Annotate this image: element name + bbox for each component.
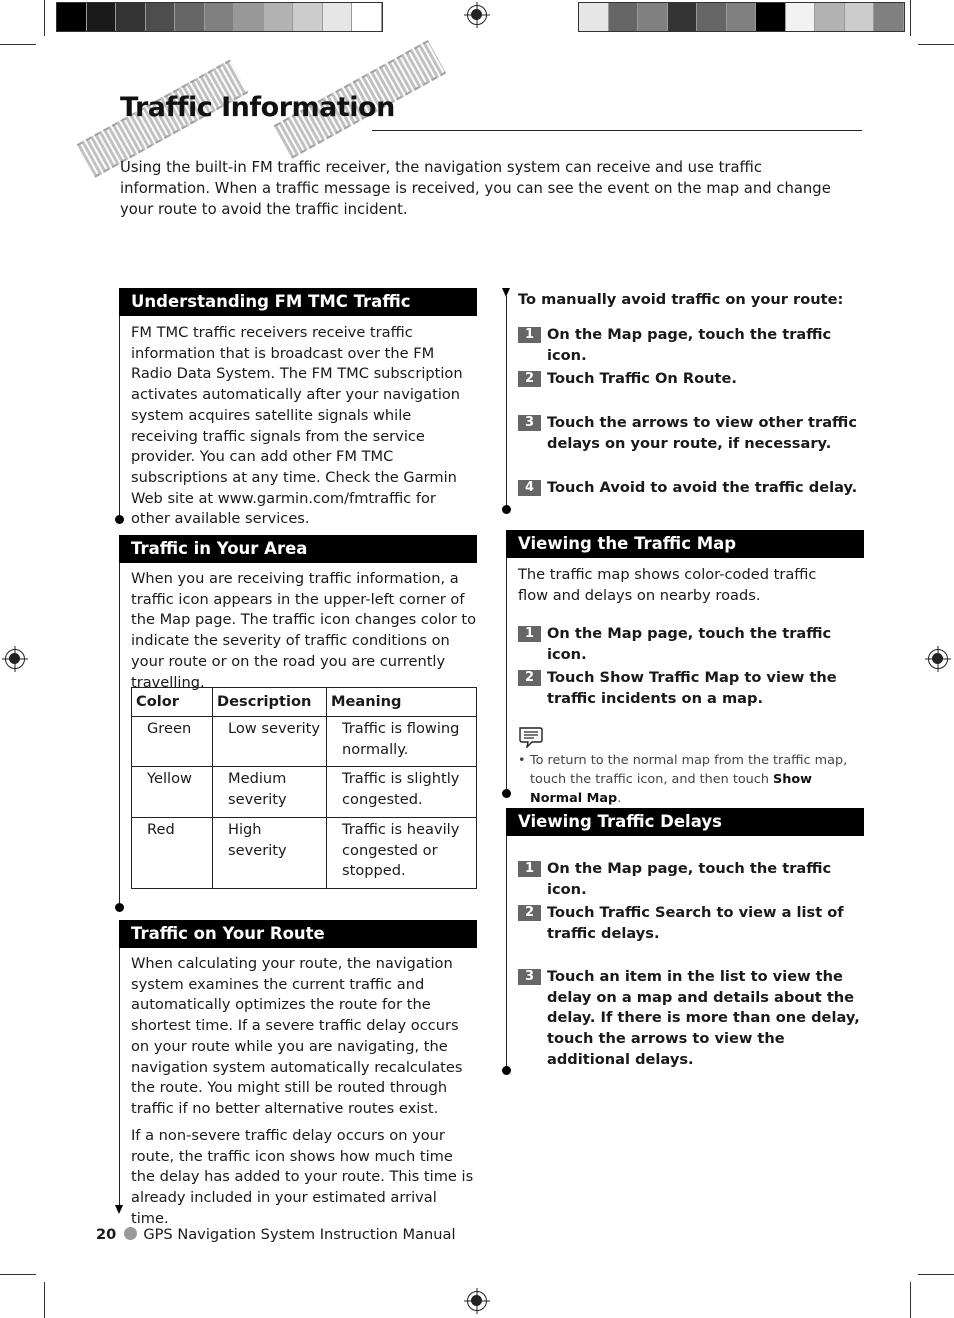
table-header-cell: Description (213, 688, 327, 717)
step-number: 2 (518, 670, 541, 686)
column-rule (506, 836, 507, 1068)
table-cell: Red (132, 817, 213, 888)
color-swatch (815, 3, 845, 31)
traffic-delay-step (518, 903, 863, 944)
color-swatch (234, 3, 264, 31)
table-cell: Medium severity (213, 767, 327, 817)
section-end-dot (502, 789, 511, 798)
traffic-map-step (518, 668, 863, 709)
section-end-dot (502, 505, 511, 514)
avoid-intro: To manually avoid traffic on your route: (518, 291, 844, 308)
color-bar-right (578, 2, 905, 32)
severity-table (131, 687, 477, 889)
table-row (132, 717, 477, 767)
note-text: To return to the normal map from the traffic map, touch the traffic icon, and then touch (530, 753, 848, 787)
intro-paragraph: Using the built-in FM traffic receiver, the navigation system can receive and use traffic information. When a traffic message is received, you can see the event on the map and change your route to avoid the traffic incident. (120, 159, 831, 218)
crop-mark (0, 44, 36, 45)
manual-title: GPS Navigation System Instruction Manual (143, 1226, 456, 1243)
color-swatch (845, 3, 875, 31)
section-heading-traffic-delays: Viewing Traffic Delays (506, 808, 864, 836)
traffic-delay-step (518, 859, 863, 900)
color-swatch (205, 3, 235, 31)
route-body-1: When calculating your route, the navigation system examines the current traffic and automatically optimizes the route for the shortest time. If a severe traffic delay occurs on your route while you are navigating, the navigation system automatically recalculates the route. You might still be routed through traffic if no better alternative routes exist. (131, 955, 463, 1117)
route-body-2: If a non-severe traffic delay occurs on your route, the traffic icon shows how much time the delay has added to your route. This time is already included in your estimated arrival time. (131, 1127, 474, 1227)
table-header-row (132, 688, 477, 717)
step-number: 1 (518, 861, 541, 877)
registration-mark-icon (928, 649, 948, 669)
note-icon (518, 726, 544, 748)
traffic-map-body: The traffic map shows color-coded traffic flow and delays on nearby roads. (518, 566, 817, 604)
fm-tmc-body: FM TMC traffic receivers receive traffic information that is broadcast over the FM Radio Data System. The FM TMC subscription activates automatically after your navigation system acquires satellite signals while receiving traffic signals from the service provider. You can add other FM TMC subscriptions at any time. Check the Garmin Web site at www.garmin.com/fmtraffic for other available services. (131, 324, 463, 528)
step-number: 2 (518, 371, 541, 387)
page-footer (96, 1226, 456, 1243)
crop-mark (44, 0, 45, 36)
color-swatch (697, 3, 727, 31)
table-cell: Traffic is flowing normally. (327, 717, 477, 767)
column-rule (119, 948, 120, 1206)
section-heading-route: Traffic on Your Route (119, 920, 477, 948)
section-end-dot (115, 515, 124, 524)
registration-mark-icon (5, 649, 25, 669)
step-text: On the Map page, touch the traffic icon. (547, 625, 832, 663)
column-rule (119, 563, 120, 908)
color-swatch (264, 3, 294, 31)
column-rule (119, 316, 120, 520)
color-swatch (579, 3, 609, 31)
color-swatch (87, 3, 117, 31)
color-swatch (323, 3, 353, 31)
note-text-end: . (617, 791, 622, 806)
note-bullet: • (518, 753, 526, 768)
step-number: 2 (518, 905, 541, 921)
table-cell: Traffic is heavily congested or stopped. (327, 817, 477, 888)
color-swatch (638, 3, 668, 31)
step-text: Touch Show Traffic Map to view the traffic incidents on a map. (547, 669, 837, 707)
crop-mark (918, 44, 954, 45)
table-cell: Traffic is slightly congested. (327, 767, 477, 817)
column-end-marker (115, 1205, 123, 1214)
section-end-dot (115, 903, 124, 912)
step-text: On the Map page, touch the traffic icon. (547, 326, 832, 364)
crop-mark (910, 1282, 911, 1318)
table-row (132, 767, 477, 817)
avoid-step (518, 369, 863, 390)
section-heading-area: Traffic in Your Area (119, 535, 477, 563)
traffic-delay-step (518, 967, 863, 1071)
step-text: Touch Traffic On Route. (547, 370, 737, 387)
color-swatch (874, 3, 904, 31)
crop-mark (0, 1274, 36, 1275)
registration-mark-icon (467, 1291, 487, 1311)
step-text: Touch an item in the list to view the delay on a map and details about the delay. If there is more than one delay, touch the arrows to view the additional delays. (547, 968, 860, 1068)
note-bold-text: Show Normal Map (530, 772, 812, 806)
crop-mark (44, 1282, 45, 1318)
color-swatch (116, 3, 146, 31)
step-number: 1 (518, 626, 541, 642)
avoid-step (518, 478, 863, 499)
color-swatch (352, 3, 382, 31)
traffic-map-step (518, 624, 863, 665)
step-number: 4 (518, 480, 541, 496)
column-rule (506, 296, 507, 508)
page-title: Traffic Information (120, 92, 395, 123)
step-text: Touch Traffic Search to view a list of traffic delays. (547, 904, 844, 942)
traffic-map-note (518, 751, 863, 808)
step-text: On the Map page, touch the traffic icon. (547, 860, 832, 898)
section-heading-traffic-map: Viewing the Traffic Map (506, 530, 864, 558)
step-text: Touch the arrows to view other traffic delays on your route, if necessary. (547, 414, 857, 452)
step-text: Touch Avoid to avoid the traffic delay. (547, 479, 858, 496)
bullet-circle-icon (124, 1227, 137, 1240)
area-body: When you are receiving traffic information, a traffic icon appears in the upper-left corner of the Map page. The traffic icon changes color to indicate the severity of traffic conditions on your route or on the road you are currently travelling. (131, 570, 477, 691)
crop-mark (910, 0, 911, 36)
title-rule (372, 130, 862, 131)
table-row (132, 817, 477, 888)
color-swatch (57, 3, 87, 31)
table-header-cell: Meaning (327, 688, 477, 717)
crop-mark (918, 1274, 954, 1275)
step-number: 3 (518, 969, 541, 985)
color-swatch (727, 3, 757, 31)
column-rule (506, 558, 507, 794)
section-heading-fm-tmc: Understanding FM TMC Traffic (119, 288, 477, 316)
step-number: 3 (518, 415, 541, 431)
table-cell: Low severity (213, 717, 327, 767)
color-swatch (146, 3, 176, 31)
color-swatch (175, 3, 205, 31)
avoid-step (518, 413, 863, 454)
color-swatch (756, 3, 786, 31)
section-end-dot (502, 1066, 511, 1075)
color-swatch (786, 3, 816, 31)
color-swatch (668, 3, 698, 31)
avoid-step (518, 325, 863, 366)
step-number: 1 (518, 327, 541, 343)
page-number: 20 (96, 1226, 117, 1243)
table-cell: Green (132, 717, 213, 767)
registration-mark-icon (467, 5, 487, 25)
table-header-cell: Color (132, 688, 213, 717)
table-cell: Yellow (132, 767, 213, 817)
color-swatch (609, 3, 639, 31)
table-cell: High severity (213, 817, 327, 888)
color-bar-left (56, 2, 383, 32)
color-swatch (293, 3, 323, 31)
